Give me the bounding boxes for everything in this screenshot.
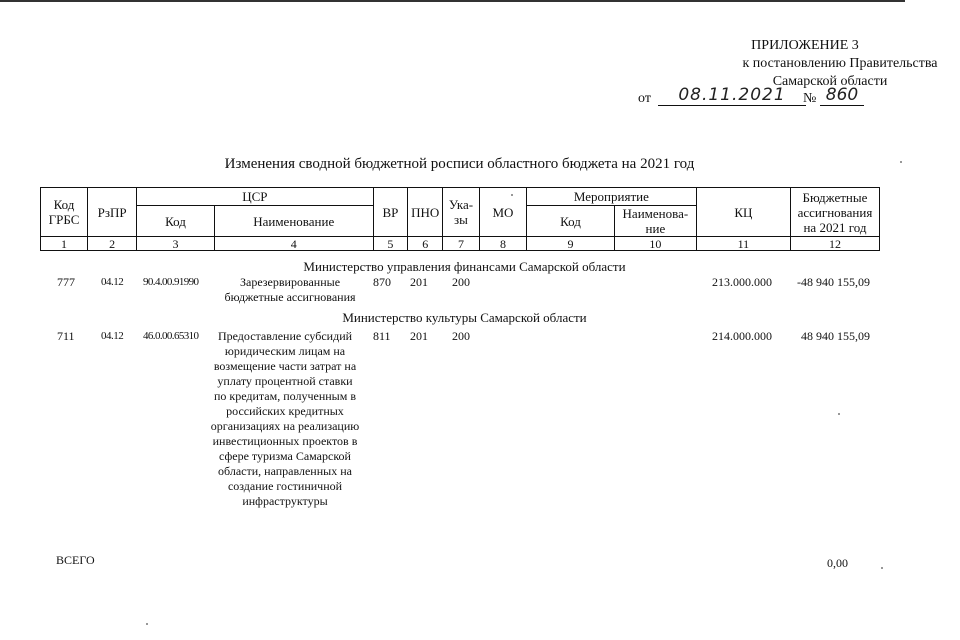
col-number: 4 [214,237,373,251]
col-meropriyatie: Мероприятие [526,188,696,206]
col-ukazy: Ука-зы [443,188,480,237]
col-rzpr: РзПР [88,188,137,237]
appendix-title: ПРИЛОЖЕНИЕ 3 [751,38,859,53]
appendix-resolution: к постановлению Правительства [742,56,938,71]
scan-speck [900,161,902,163]
resolution-date-row [638,85,878,109]
row-csr-code: 90.4.00.91990 [143,276,199,288]
section-title-culture [0,310,905,326]
col-csr-name: Наименование [214,206,373,237]
section-title-text: Министерство культуры Самарской области [342,310,587,325]
row-csr-code: 46.0.00.65310 [143,330,199,342]
col-csr: ЦСР [137,188,373,206]
resolution-date: 08.11.2021 [658,85,806,106]
col-budget: Бюджетные ассигнования на 2021 год [790,188,879,237]
row-grbs: 777 [57,275,75,289]
col-number: 10 [614,237,696,251]
row-vr: 870 [373,275,391,289]
resolution-number: 860 [820,85,864,106]
from-label: от [638,91,651,106]
col-mer-kod: Код [526,206,614,237]
col-number: 2 [88,237,137,251]
row-amount: -48 940 155,09 [797,275,870,289]
table-header [40,187,880,251]
row-kc: 213.000.000 [712,275,772,289]
row-grbs: 711 [57,329,75,343]
row-pno: 201 [410,275,428,289]
scan-speck [146,623,148,625]
col-number: 3 [137,237,215,251]
row-ukazy: 200 [452,275,470,289]
col-number: 11 [696,237,790,251]
col-kod-grbs: Код ГРБС [41,188,88,237]
number-label: № [803,91,817,106]
section-title-text: Министерство управления финансами Самарской области [303,259,626,274]
col-number: 6 [408,237,443,251]
total-label: ВСЕГО [56,553,95,567]
scan-speck [881,567,883,569]
col-mer-name: Наименова-ние [614,206,696,237]
col-vr: ВР [373,188,408,237]
col-number: 8 [479,237,526,251]
row-vr: 811 [373,329,391,343]
row-amount: 48 940 155,09 [801,329,870,343]
document-title-text: Изменения сводной бюджетной росписи областного бюджета на 2021 год [224,156,695,172]
row-ukazy: 200 [452,329,470,343]
row-name: Предоставление субсидий юридическим лицам на возмещение части затрат на уплату процентной ставки по кредитам, полученным в российских кредитных организациях на реализацию инвестиционных проектов в сфере туризма Самарской области, направленных на создание гостиничной инфраструктуры [210,329,360,508]
scan-speck [511,194,513,196]
row-name: Зарезервированные бюджетные ассигнования [224,275,356,304]
row-pno: 201 [410,329,428,343]
appendix-region: Самарской области [772,74,888,89]
scan-speck [838,413,840,415]
col-number: 9 [526,237,614,251]
col-number: 5 [373,237,408,251]
col-kc: КЦ [696,188,790,237]
col-number: 7 [443,237,480,251]
row-kc: 214.000.000 [712,329,772,343]
col-number: 12 [790,237,879,251]
row-rzpr: 04.12 [101,276,124,288]
col-csr-kod: Код [137,206,215,237]
total-value: 0,00 [827,556,848,570]
col-number: 1 [41,237,88,251]
top-border-line [0,0,905,2]
col-pno: ПНО [408,188,443,237]
col-mo: МО [479,188,526,237]
document-title [0,156,905,173]
section-title-finance [0,259,905,275]
row-rzpr: 04.12 [101,330,124,342]
